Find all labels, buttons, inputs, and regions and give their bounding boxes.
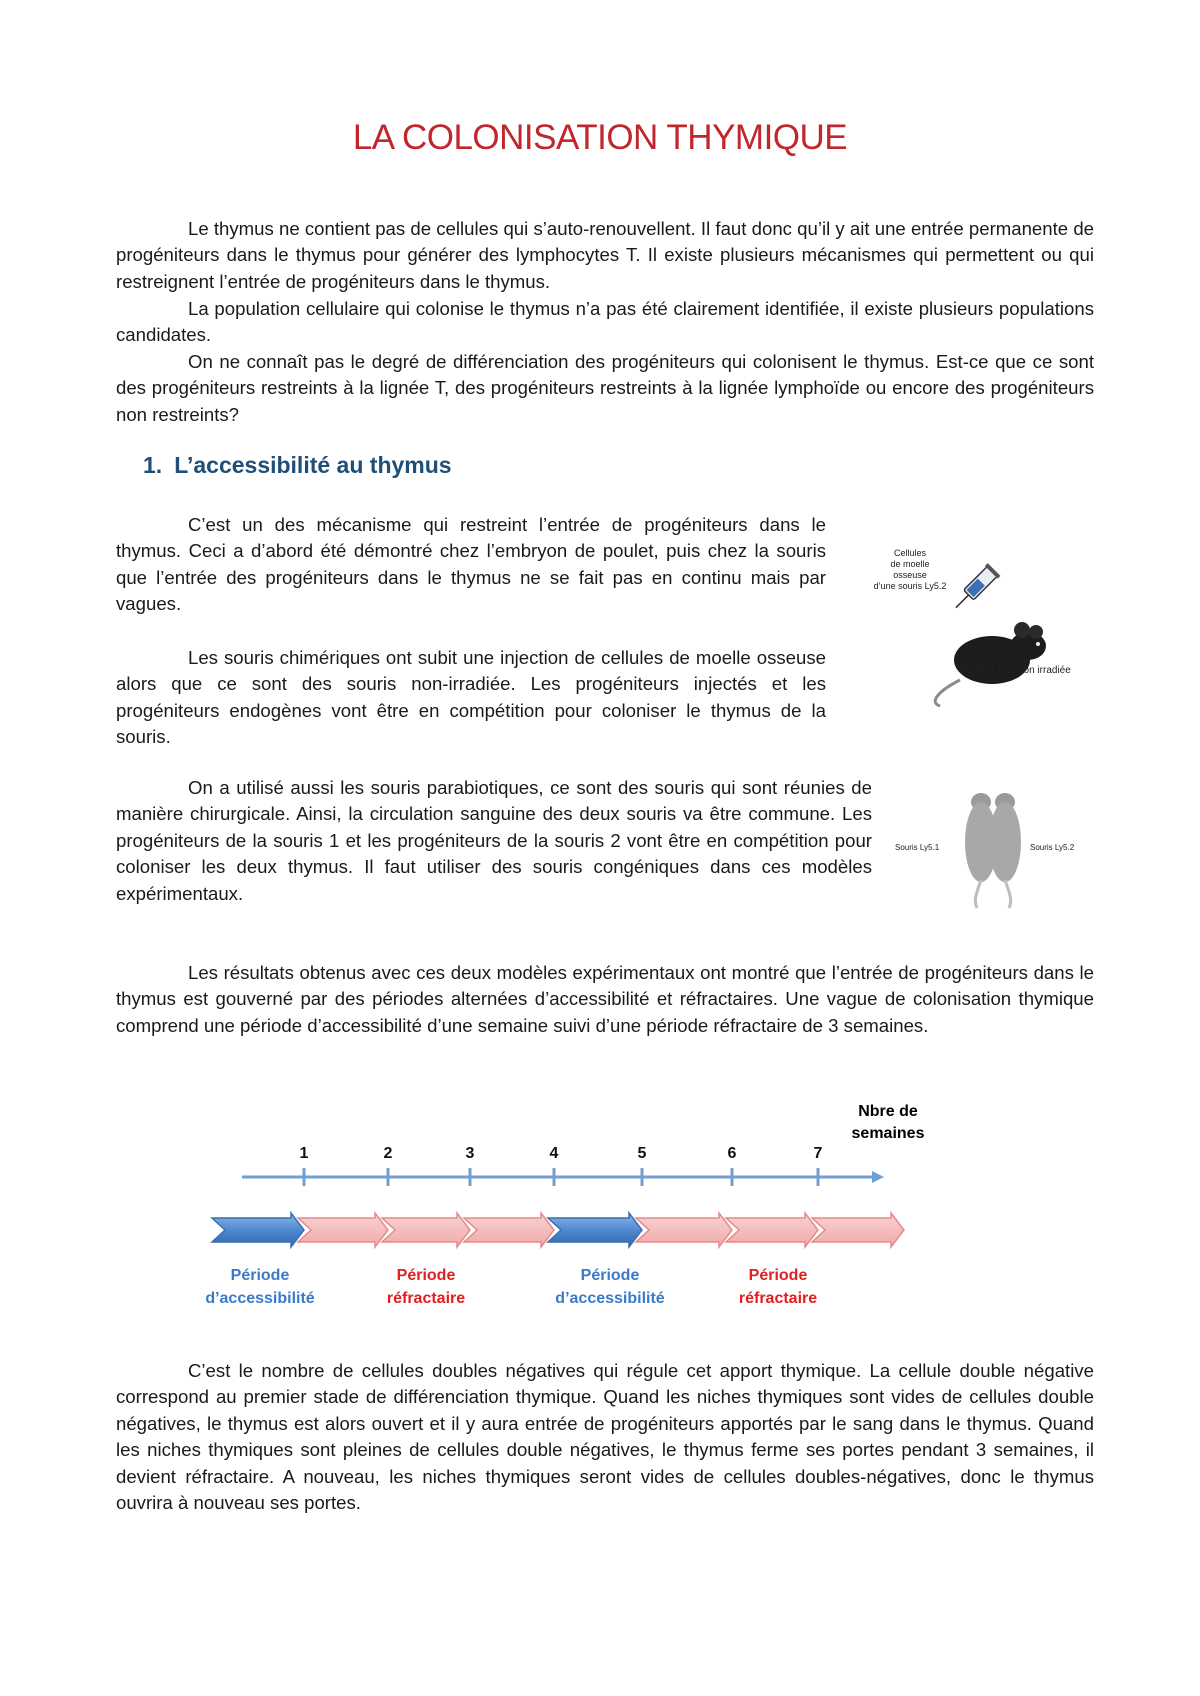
timeline-tick-label: 7 [813, 1145, 823, 1162]
chimeric-mouse-figure [845, 540, 1115, 690]
section-paragraph-1: C’est un des mécanisme qui restreint l’entrée de progéniteurs dans le thymus. Ceci a d’abord été démontré chez l’embryon de poulet, puis chez la souris que l’entrée des progéniteurs dans le thymus ne se fait pas en continu mais par vagues. [116, 514, 826, 615]
axis-label-line2: semaines [851, 1125, 925, 1142]
parabiotic-right-label: Souris Ly5.2 [1030, 843, 1075, 852]
section-number: 1. [143, 452, 163, 478]
period-label-line2: réfractaire [386, 1290, 466, 1307]
intro-paragraph-2: La population cellulaire qui colonise le thymus n’a pas été clairement identifiée, il existe plusieurs populations candidates. [116, 298, 1094, 346]
intro-paragraph-3: On ne connaît pas le degré de différenciation des progéniteurs qui colonisent le thymus. Est-ce que ce sont des progéniteurs restreints à la lignée T, des progéniteurs restreints à la lignée lymphoïde ou encore des progéniteurs non restreints? [116, 351, 1094, 425]
section-title: L’accessibilité au thymus [174, 452, 452, 478]
timeline-tick-label: 5 [637, 1145, 647, 1162]
timeline-tick-label: 2 [383, 1145, 393, 1162]
week-arrow-refractory [726, 1213, 818, 1247]
mouse-label: Souris Ly5.1 non irradiée [960, 665, 1071, 676]
parabiotic-mice-figure [895, 780, 1095, 910]
week-arrow-refractory [298, 1213, 388, 1247]
timeline-tick-label: 4 [549, 1145, 559, 1162]
week-arrow-refractory [382, 1213, 470, 1247]
period-label-line1: Période [580, 1267, 640, 1284]
syringe-label: Cellules de moelle osseuse d’une souris Ly5.2 [873, 548, 947, 591]
period-label-line1: Période [230, 1267, 290, 1284]
week-arrow-accessibility [212, 1213, 304, 1247]
period-label-line1: Période [748, 1267, 808, 1284]
section-paragraph-2: Les souris chimériques ont subit une injection de cellules de moelle osseuse alors que ce sont des souris non-irradiée. Les progéniteurs injectés et les progéniteurs endogènes vont être en compétition pour coloniser le thymus de la souris. [116, 647, 826, 748]
timeline-tick-label: 1 [299, 1145, 309, 1162]
section-paragraph-5: C’est le nombre de cellules doubles négatives qui régule cet apport thymique. La cellule double négative correspond au premier stade de différenciation thymique. Quand les niches thymiques sont vides de cellules double négatives, le thymus est alors ouvert et il y aura entrée de progéniteurs apportés par le sang dans le thymus. Quand les niches thymiques sont pleines de cellules double négatives, le thymus ferme ses portes pendant 3 semaines, il devient réfractaire. A nouveau, les niches thymiques seront vides de cellules doubles-négatives, donc le thymus ouvrira à nouveau ses portes. [116, 1360, 1094, 1514]
timeline-tick-label: 6 [727, 1145, 737, 1162]
section-paragraph-4: Les résultats obtenus avec ces deux modèles expérimentaux ont montré que l’entrée de progéniteurs dans le thymus est gouverné par des périodes alternées d’accessibilité et réfractaires. Une vague de colonisation thymique comprend une période d’accessibilité d’une semaine suivi d’une période réfractaire de 3 semaines. [116, 962, 1094, 1036]
period-label-line2: réfractaire [738, 1290, 818, 1307]
timeline-axis-arrowhead [872, 1171, 884, 1183]
intro-paragraph-1: Le thymus ne contient pas de cellules qui s’auto-renouvellent. Il faut donc qu’il y ait une entrée permanente de progéniteurs dans le thymus pour générer des lymphocytes T. Il existe plusieurs mécanismes qui permettent ou qui restreignent l’entrée de progéniteurs dans le thymus. [116, 218, 1094, 292]
period-label-line2: d’accessibilité [205, 1290, 315, 1307]
parabiotic-mice-icon [953, 780, 1033, 910]
period-label-line1: Période [396, 1267, 456, 1284]
week-arrow-refractory [812, 1213, 904, 1247]
period-label-line2: d’accessibilité [555, 1290, 665, 1307]
page-title: LA COLONISATION THYMIQUE [352, 118, 848, 157]
week-arrow-refractory [636, 1213, 732, 1247]
mouse-icon [930, 598, 1080, 708]
axis-label-line1: Nbre de [858, 1103, 918, 1120]
week-arrow-refractory [464, 1213, 554, 1247]
section-paragraph-3: On a utilisé aussi les souris parabiotiques, ce sont des souris qui sont réunies de manière chirurgicale. Ainsi, la circulation sanguine des deux souris va être commune. Les progéniteurs de la souris 1 et les progéniteurs de la souris 2 vont être en compétition pour coloniser les deux thymus. Il faut utiliser des souris congéniques dans ces modèles expérimentaux. [116, 777, 872, 904]
timeline-tick-label: 3 [465, 1145, 475, 1162]
section-heading [143, 452, 452, 479]
timeline-figure [205, 1100, 980, 1320]
parabiotic-left-label: Souris Ly5.1 [895, 843, 940, 852]
week-arrow-accessibility [548, 1213, 642, 1247]
